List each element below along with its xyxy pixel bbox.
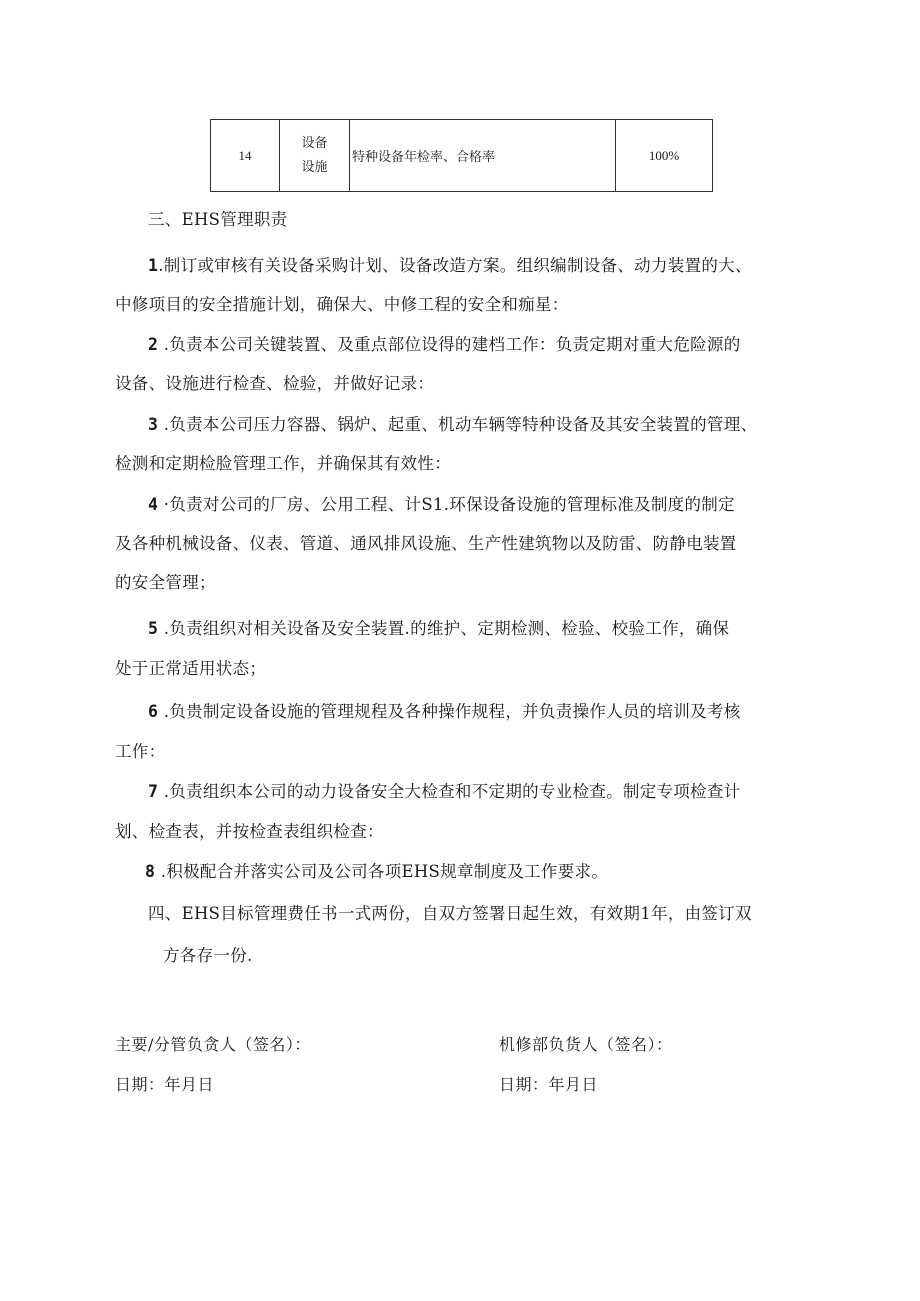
category-line-1: 设备 [301, 135, 328, 151]
item-8-number: 8 [145, 862, 156, 881]
item-3-line-2: 检测和定期检脸管理工作，并确保其有效性： [115, 454, 451, 473]
item-1-line-2: 中修项目的安全措施计划，确保大、中修工程的安全和痂星： [115, 295, 569, 314]
item-4-line-3: 的安全管理； [115, 573, 216, 592]
right-date-label: 日期：年月日 [499, 1075, 599, 1094]
item-8-line-1 [145, 858, 608, 882]
item-3-number: 3 [148, 415, 159, 434]
row-number: 14 [211, 120, 280, 192]
right-signer-label: 机修部负货人（签名）： [499, 1035, 673, 1054]
item-4-line-1 [148, 491, 735, 515]
row-category [280, 120, 350, 192]
item-7-number: 7 [148, 782, 159, 801]
item-3-line-1 [148, 411, 757, 435]
item-2-line-1 [148, 331, 741, 355]
section4-line-1: 四、EHS目标管理费任书一式两份，自双方签署日起生效，有效期1年，由签订双 [148, 904, 752, 923]
item-8-text-1: .积极配合并落实公司及公司各项EHS规章制度及工作要求。 [155, 862, 609, 881]
section4-line-2: 方各存一份. [163, 946, 253, 965]
left-signer-label: 主要/分管负贪人（签名）： [115, 1035, 311, 1054]
section3-heading: 三、EHS管理职责 [148, 210, 288, 229]
item-1-text-1: .制订或审核有关设备采购计划、设备改造方案。组织编制设备、动力装置的大、 [158, 256, 752, 275]
indicator-table [210, 119, 713, 192]
item-2-line-2: 设备、设施进行检查、检验，并做好记录： [115, 374, 435, 393]
row-target: 100% [616, 120, 713, 192]
item-6-line-1 [148, 698, 741, 722]
item-7-line-2: 划、检查表，并按检查表组织检查： [115, 822, 384, 841]
item-6-line-2: 工作： [115, 742, 166, 761]
item-4-number: 4 [148, 495, 159, 514]
item-5-number: 5 [148, 619, 159, 638]
item-4-text-1: ·负责对公司的厂房、公用工程、计S1.环保设备设施的管理标准及制度的制定 [158, 495, 735, 514]
item-1-line-1 [148, 252, 752, 276]
item-6-number: 6 [148, 702, 159, 721]
item-2-number: 2 [148, 335, 159, 354]
left-date-label: 日期：年月日 [115, 1075, 215, 1094]
item-4-line-2: 及各种机械设备、仪表、管道、通风排风设施、生产性建筑物以及防雷、防静电装置 [115, 534, 737, 553]
item-3-text-1: .负责本公司压力容器、锅炉、起重、机动车辆等特种设备及其安全装置的管理、 [158, 415, 758, 434]
category-line-2: 设施 [301, 159, 328, 175]
item-1-number: 1 [148, 256, 159, 275]
item-7-text-1: .负责组织本公司的动力设备安全大检查和不定期的专业检查。制定专项检查计 [158, 782, 741, 801]
item-5-line-2: 处于正常适用状态； [115, 659, 267, 678]
table-row [211, 120, 713, 192]
item-6-text-1: .负贵制定设备设施的管理规程及各种操作规程，并负责操作人员的培训及考核 [158, 702, 741, 721]
item-7-line-1 [148, 778, 741, 802]
row-indicator: 特种设备年检率、合格率 [350, 120, 616, 192]
item-5-text-1: .负责组织对相关设备及安全装置.的维护、定期检测、检验、校验工作，确保 [158, 619, 730, 638]
item-2-text-1: .负责本公司关键装置、及重点部位设得的建档工作：负责定期对重大危险源的 [158, 335, 741, 354]
item-5-line-1 [148, 615, 729, 639]
